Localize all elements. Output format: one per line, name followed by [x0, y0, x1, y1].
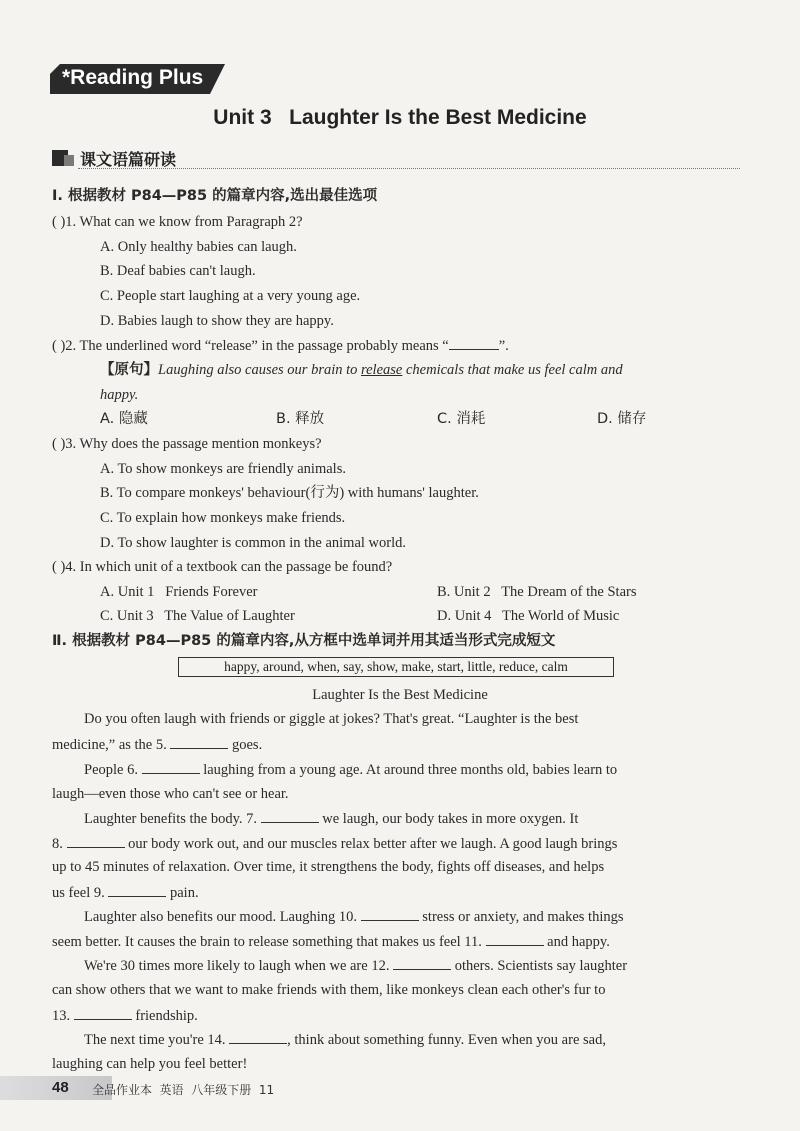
footer-text: 全品作业本 英语 八年级下册 11: [92, 1083, 275, 1097]
p2-line1-a: People 6.: [84, 762, 138, 778]
p2-line2: laugh—even those who can't see or hear.: [52, 786, 289, 802]
blank-6[interactable]: [142, 759, 200, 774]
page-number: 48: [52, 1079, 69, 1096]
p3-line2-b: our body work out, and our muscles relax better after we laugh. A good laugh brings: [128, 836, 618, 852]
blank-7[interactable]: [261, 808, 319, 823]
p6-line2: laughing can help you feel better!: [52, 1056, 248, 1072]
q2-orig-c: happy.: [100, 387, 139, 403]
p6-line1: [84, 1029, 606, 1050]
p5-line2: can show others that we want to make friends with them, like monkeys clean each other's fur to: [52, 982, 606, 998]
word-box: happy, around, when, say, show, make, start, little, reduce, calm: [178, 657, 614, 677]
p3-line4-a: us feel 9.: [52, 885, 105, 901]
p4-line1: [84, 906, 624, 927]
p3-line2-a: 8.: [52, 836, 63, 852]
q2-orig-label: 【原句】: [100, 362, 158, 378]
part1-heading: Ⅰ. 根据教材 P84—P85 的篇章内容,选出最佳选项: [52, 188, 378, 204]
reading-plus-banner: [50, 64, 225, 94]
q2-stem: [52, 335, 509, 356]
p3-line4: [52, 882, 199, 903]
q3-stem: ( )3. Why does the passage mention monkeys?: [52, 436, 322, 452]
p5-line3-a: 13.: [52, 1008, 71, 1024]
q4-option-c: C. Unit 3 The Value of Laughter: [100, 608, 295, 624]
q2-orig-underlined: release: [361, 362, 403, 378]
p5-line3-b: friendship.: [135, 1008, 198, 1024]
q3-option-d: D. To show laughter is common in the animal world.: [100, 535, 406, 551]
blank-10[interactable]: [361, 906, 419, 921]
p4-line2-a: seem better. It causes the brain to release something that makes us feel 11.: [52, 934, 482, 950]
unit-title: Unit 3 Laughter Is the Best Medicine: [213, 106, 587, 129]
blank-8[interactable]: [67, 833, 125, 848]
p5-line3: [52, 1005, 198, 1026]
q4-option-d: D. Unit 4 The World of Music: [437, 608, 620, 624]
q3-option-c: C. To explain how monkeys make friends.: [100, 510, 346, 526]
p1-line1: Do you often laugh with friends or giggle at jokes? That's great. “Laughter is the best: [84, 711, 579, 727]
section-heading-text: 课文语篇研读: [80, 150, 177, 169]
q2-option-b: B. 释放: [276, 411, 325, 427]
q2-option-d: D. 储存: [597, 411, 647, 427]
blank-13[interactable]: [74, 1005, 132, 1020]
banner-text: *Reading Plus: [62, 66, 204, 89]
p4-line2: [52, 931, 610, 952]
p3-line3: up to 45 minutes of relaxation. Over time, it strengthens the body, fights off diseases, and helps: [52, 859, 605, 875]
p5-line1-b: others. Scientists say laughter: [454, 958, 628, 974]
passage-title: Laughter Is the Best Medicine: [312, 687, 488, 703]
page-footer: [0, 1076, 800, 1100]
p2-line1-b: laughing from a young age. At around three months old, babies learn to: [203, 762, 618, 778]
section-block-icon-shadow: [64, 155, 74, 166]
blank-11[interactable]: [486, 931, 544, 946]
q2-stem-a: ( )2. The underlined word “release” in the passage probably means “: [52, 338, 449, 354]
q1-option-c: C. People start laughing at a very young age.: [100, 288, 361, 304]
q1-option-d: D. Babies laugh to show they are happy.: [100, 313, 334, 329]
q2-original-sentence: [100, 360, 623, 380]
p3-line2: [52, 833, 617, 854]
part2-heading: Ⅱ. 根据教材 P84—P85 的篇章内容,从方框中选单词并用其适当形式完成短文: [52, 633, 556, 649]
p4-line1-b: stress or anxiety, and makes things: [422, 909, 624, 925]
p2-line1: [84, 759, 617, 780]
p3-line1-a: Laughter benefits the body. 7.: [84, 811, 258, 827]
q4-option-b: B. Unit 2 The Dream of the Stars: [437, 584, 637, 600]
q2-blank[interactable]: [449, 335, 499, 350]
q4-option-a: A. Unit 1 Friends Forever: [100, 584, 258, 600]
q2-stem-b: ”.: [498, 338, 509, 354]
section-divider: [78, 168, 740, 169]
blank-9[interactable]: [108, 882, 166, 897]
blank-5[interactable]: [170, 734, 228, 749]
p3-line4-b: pain.: [170, 885, 199, 901]
blank-12[interactable]: [393, 955, 451, 970]
p1-line2-b: goes.: [232, 737, 263, 753]
q1-option-b: B. Deaf babies can't laugh.: [100, 263, 256, 279]
q4-stem: ( )4. In which unit of a textbook can the passage be found?: [52, 559, 393, 575]
p3-line1-b: we laugh, our body takes in more oxygen. It: [322, 811, 579, 827]
p4-line1-a: Laughter also benefits our mood. Laughing 10.: [84, 909, 358, 925]
p1-line2-a: medicine,” as the 5.: [52, 737, 167, 753]
section-heading: [52, 146, 740, 170]
q2-orig-b: chemicals that make us feel calm and: [402, 362, 623, 378]
q3-option-a: A. To show monkeys are friendly animals.: [100, 461, 346, 477]
p6-line1-a: The next time you're 14.: [84, 1032, 226, 1048]
p5-line1-a: We're 30 times more likely to laugh when we are 12.: [84, 958, 390, 974]
q1-stem: ( )1. What can we know from Paragraph 2?: [52, 214, 303, 230]
p6-line1-b: , think about something funny. Even when you are sad,: [287, 1032, 606, 1048]
blank-14[interactable]: [229, 1029, 287, 1044]
p1-line2: [52, 734, 262, 755]
p3-line1: [84, 808, 578, 829]
q1-option-a: A. Only healthy babies can laugh.: [100, 239, 297, 255]
q3-option-b: B. To compare monkeys' behaviour(行为) with humans' laughter.: [100, 485, 479, 501]
p5-line1: [84, 955, 627, 976]
p4-line2-b: and happy.: [547, 934, 610, 950]
q2-option-c: C. 消耗: [437, 411, 486, 427]
q2-option-a: A. 隐藏: [100, 411, 148, 427]
q2-orig-a: Laughing also causes our brain to: [158, 362, 362, 378]
